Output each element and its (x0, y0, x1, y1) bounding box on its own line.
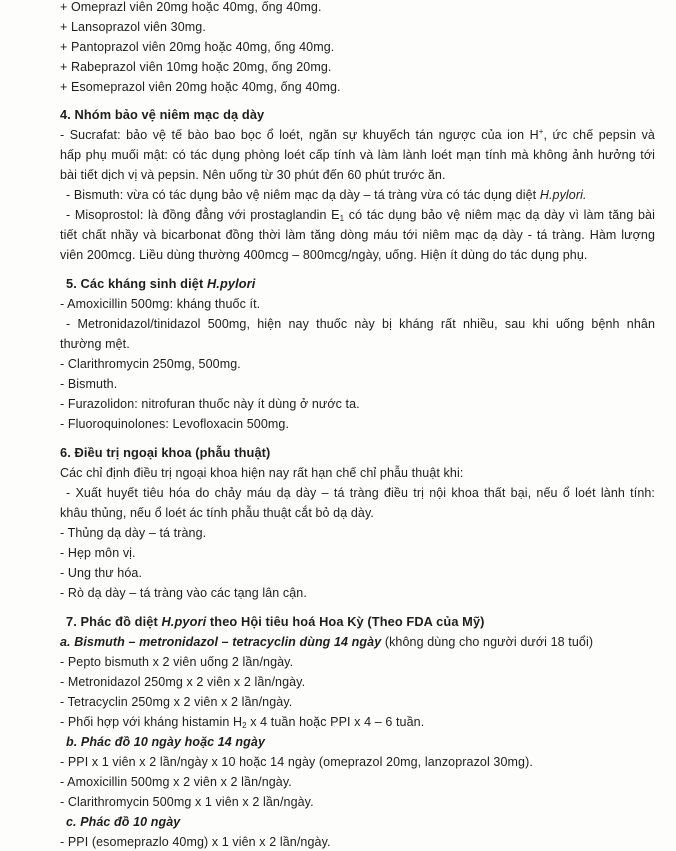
subscript: 1 (339, 214, 345, 223)
list-item: - Amoxicillin 500mg x 2 viên x 2 lần/ngày. (60, 775, 292, 789)
text-run: (không dùng cho người dưới 18 tuổi) (381, 635, 594, 649)
section-heading: 6. Điều trị ngoại khoa (phẫu thuật) (60, 445, 271, 460)
paragraph-line: hấp phụ muối mật: có tác dụng phòng loét cấp tính và làm lành loét mạn tính mà không ảnh hưởng tới (60, 148, 655, 162)
text-run: - Bismuth: vừa có tác dụng bảo vệ niêm mạc dạ dày – tá tràng vừa có tác dụng diệt (66, 188, 540, 202)
paragraph-line (60, 126, 655, 144)
list-item: - Fluoroquinolones: Levofloxacin 500mg. (60, 417, 290, 431)
text-run: - Phối hợp với kháng histamin H (60, 715, 243, 729)
section-heading (66, 613, 485, 631)
section-heading (66, 275, 255, 293)
paragraph-line (66, 186, 587, 204)
subheading: a. Bismuth – metronidazol – tetracyclin dùng 14 ngày (60, 635, 382, 649)
list-item: - Amoxicillin 500mg: kháng thuốc ít. (60, 297, 261, 311)
ppi-item: + Esomeprazol viên 20mg hoặc 40mg, ống 40mg. (60, 80, 341, 94)
italic-run: H.pyori (161, 614, 207, 629)
paragraph-line: - Xuất huyết tiêu hóa do chảy máu dạ dày – tá tràng điều trị nội khoa thất bại, nếu ổ loét lành tính: (66, 486, 655, 500)
paragraph-line: - Metronidazol/tinidazol 500mg, hiện nay thuốc này bị kháng rất nhiều, sau khi uống bệnh nhân (66, 317, 655, 331)
text-run: theo Hội tiêu hoá Hoa Kỳ (Theo FDA của Mỹ) (206, 614, 485, 629)
list-item: - Rò dạ dày – tá tràng vào các tạng lân cận. (60, 586, 307, 600)
list-item: - PPI x 1 viên x 2 lần/ngày x 10 hoặc 14 ngày (omeprazol 20mg, lanzoprazol 30mg). (60, 755, 533, 769)
text-run: x 4 tuần hoặc PPI x 4 – 6 tuần. (246, 715, 425, 729)
list-item: - Bismuth. (60, 377, 118, 391)
text-run: 7. Phác đồ diệt (66, 614, 162, 629)
paragraph-line: bài tiết dịch vị và pepsin. Nên uống từ 30 phút đến 60 phút trước ăn. (60, 168, 446, 182)
list-item: - Tetracyclin 250mg x 2 viên x 2 lần/ngày. (60, 695, 293, 709)
paragraph-line: Các chỉ định điều trị ngoại khoa hiện nay rất hạn chế chỉ phẫu thuật khi: (60, 466, 464, 480)
paragraph-line: thường mệt. (60, 337, 130, 351)
paragraph-line (66, 206, 655, 224)
text-run: - Misoprostol: là đồng đẳng với prostaglandin E (66, 208, 340, 222)
ppi-item: + Lansoprazol viên 30mg. (60, 20, 206, 34)
superscript: + (538, 127, 544, 136)
list-item: - Clarithromycin 250mg, 500mg. (60, 357, 241, 371)
list-item: - Ung thư hóa. (60, 566, 143, 580)
paragraph-line: khâu thủng, nếu ổ loét ác tính phẫu thuật cắt bỏ dạ dày. (60, 506, 374, 520)
list-item (60, 713, 424, 731)
subscript: 2 (242, 721, 247, 730)
ppi-item: + Omeprazl viên 20mg hoặc 40mg, ống 40mg. (60, 0, 322, 14)
list-item: - Hẹp môn vị. (60, 546, 136, 560)
paragraph-line: viên 200mcg. Liều dùng thường 400mcg – 800mcg/ngày, uống. Hiện ít dùng do tác dụng phụ. (60, 248, 588, 262)
list-item: - Thủng dạ dày – tá tràng. (60, 526, 207, 540)
list-item: - Clarithromycin 500mg x 1 viên x 2 lần/ngày. (60, 795, 314, 809)
list-item: - PPI (esomeprazlo 40mg) x 1 viên x 2 lần/ngày. (60, 835, 331, 849)
list-item: - Metronidazol 250mg x 2 viên x 2 lần/ngày. (60, 675, 306, 689)
paragraph-line: tiết chất nhầy và bicarbonat đồng thời làm tăng dòng máu tới niêm mạc dạ dày - tá tràng. Hàm lượng (60, 228, 655, 242)
ppi-item: + Pantoprazol viên 20mg hoặc 40mg, ống 40mg. (60, 40, 335, 54)
ppi-item: + Rabeprazol viên 10mg hoặc 20mg, ống 20mg. (60, 60, 332, 74)
list-item: - Pepto bismuth x 2 viên uống 2 lần/ngày. (60, 655, 294, 669)
italic-run: H.pylori. (539, 188, 587, 202)
subheading-line (60, 633, 593, 651)
italic-run: H.pylori (206, 276, 256, 291)
subheading: c. Phác đồ 10 ngày (66, 815, 181, 829)
text-run: , ức chế pepsin và (543, 128, 655, 142)
text-run: có tác dụng bảo vệ niêm mạc dạ dày vì làm tăng bài (344, 208, 655, 222)
text-run: - Sucrafat: bảo vệ tế bào bao bọc ổ loét, ngăn sự khuyếch tán ngược của ion H (60, 128, 539, 142)
section-heading: 4. Nhóm bảo vệ niêm mạc dạ dày (60, 107, 265, 122)
subheading: b. Phác đồ 10 ngày hoặc 14 ngày (66, 735, 265, 749)
list-item: - Furazolidon: nitrofuran thuốc này ít dùng ở nước ta. (60, 397, 360, 411)
text-run: 5. Các kháng sinh diệt (66, 276, 207, 291)
